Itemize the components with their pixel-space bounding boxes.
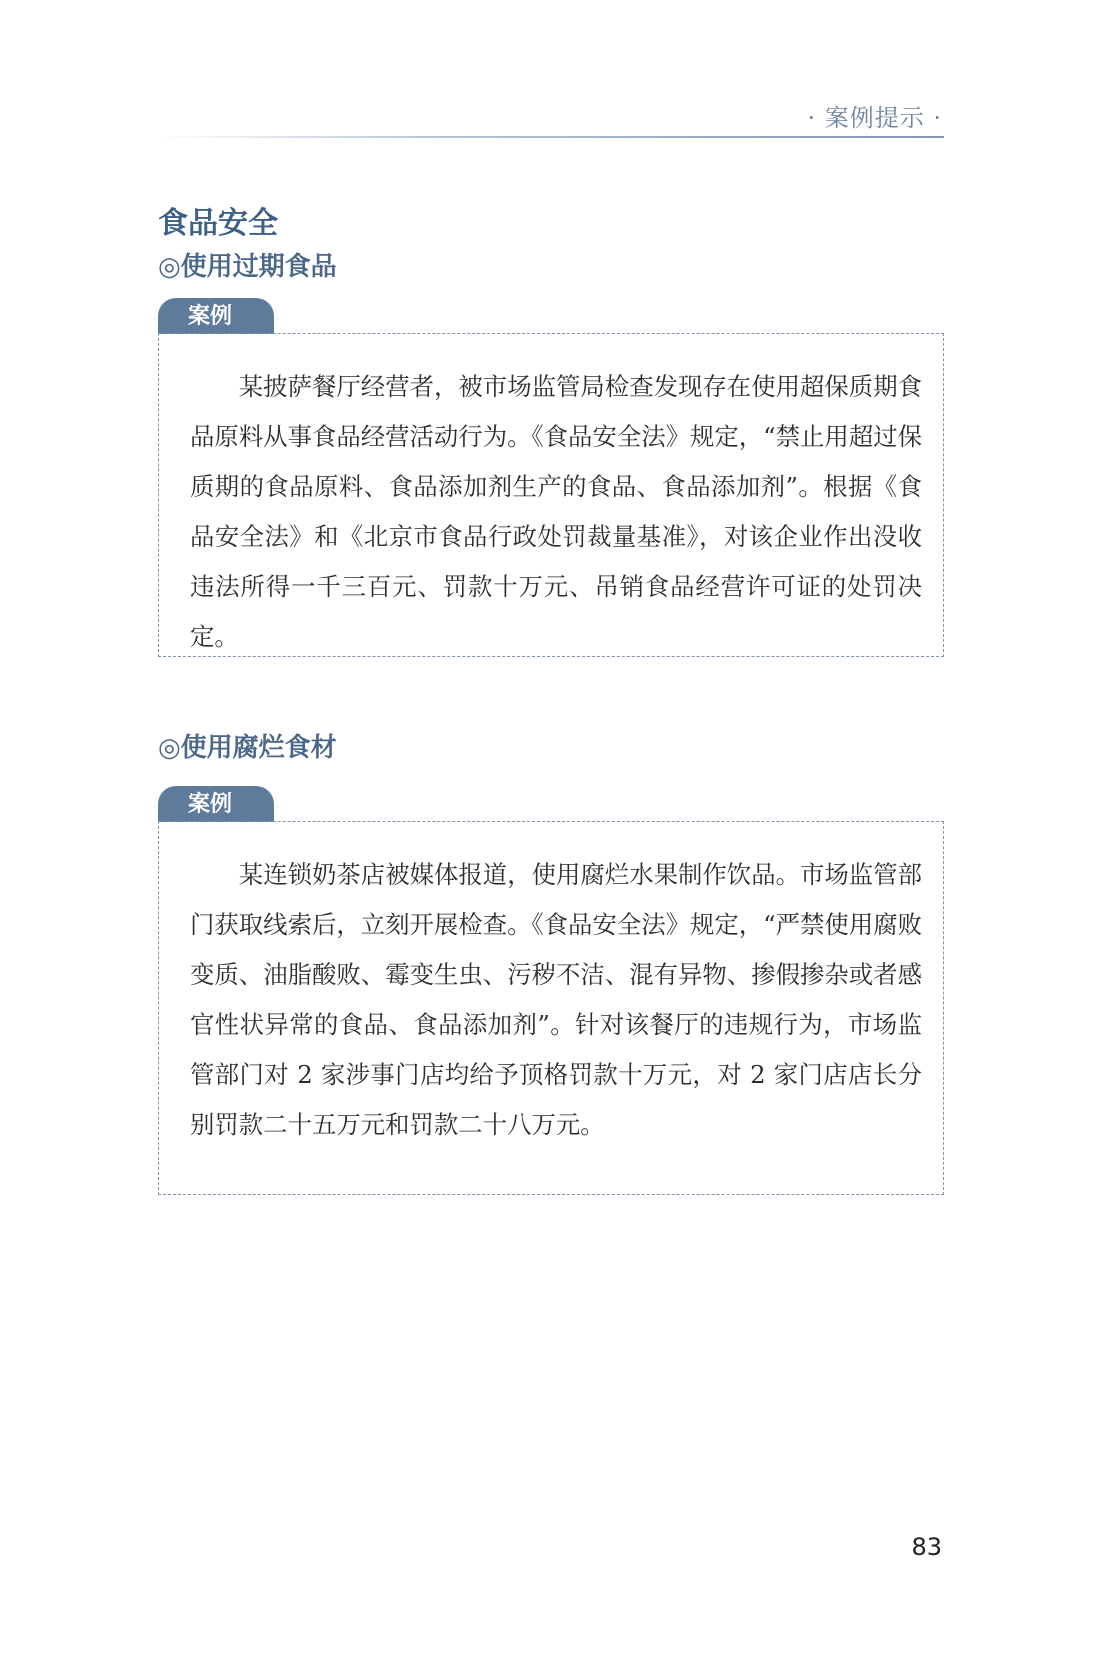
section-title: 食品安全 xyxy=(158,206,278,241)
case-subtitle-expired-food: ◎使用过期食品 xyxy=(158,252,337,282)
case-tab: 案例 xyxy=(158,786,274,822)
page-number: 83 xyxy=(911,1533,942,1561)
case-body-text: 某披萨餐厅经营者，被市场监管局检查发现存在使用超保质期食品原料从事食品经营活动行为。《食品安全法》规定，“禁止用超过保质期的食品原料、食品添加剂生产的食品、食品添加剂”。根据《食品安全法》和《北京市食品行政处罚裁量基准》，对该企业作出没收违法所得一千三百元、罚款十万元、吊销食品经营许可证的处罚决定。 xyxy=(190,372,922,651)
running-header: · 案例提示 · xyxy=(807,104,942,132)
case-subtitle-rotten-food: ◎使用腐烂食材 xyxy=(158,733,337,763)
header-divider xyxy=(158,136,944,138)
case-body-text: 某连锁奶茶店被媒体报道，使用腐烂水果制作饮品。市场监管部门获取线索后，立刻开展检查。《食品安全法》规定，“严禁使用腐败变质、油脂酸败、霉变生虫、污秽不洁、混有异物、掺假掺杂或者感官性状异常的食品、食品添加剂”。针对该餐厅的违规行为，市场监管部门对 2 家涉事门店均给予顶格罚款十万元，对 2 家门店店长分别罚款二十五万元和罚款二十八万元。 xyxy=(190,860,922,1139)
case-tab: 案例 xyxy=(158,298,274,334)
